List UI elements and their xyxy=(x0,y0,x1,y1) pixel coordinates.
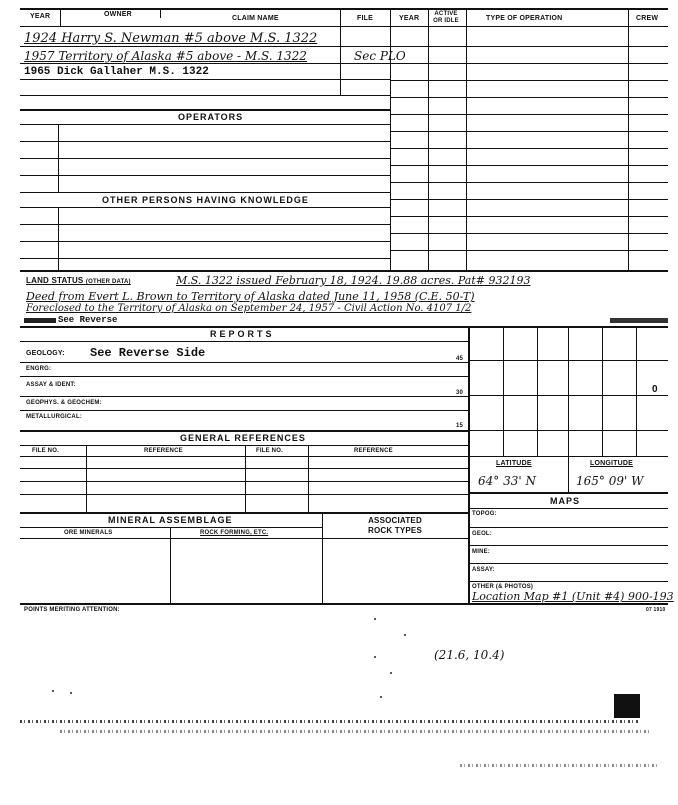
owner-row-2: 1957 Territory of Alaska #5 above - M.S. 1322 xyxy=(24,49,307,63)
other-persons-heading: OTHER PERSONS HAVING KNOWLEDGE xyxy=(102,195,309,205)
header-owner: OWNER xyxy=(104,11,132,18)
file-reference: Sec PLO xyxy=(354,49,406,63)
ore-minerals-label: ORE MINERALS xyxy=(64,530,113,536)
land-status-line-2: Deed from Evert L. Brown to Territory of Alaska dated June 11, 1958 (C.E. 50-T) xyxy=(26,290,475,303)
reports-metallurgical-label: METALLURGICAL: xyxy=(26,414,83,420)
maps-heading: MAPS xyxy=(550,496,581,506)
reports-num-45: 45 xyxy=(456,356,464,362)
redaction-bar xyxy=(24,318,56,323)
reports-heading: REPORTS xyxy=(210,329,275,339)
scan-block xyxy=(614,694,640,718)
reports-geology-value: See Reverse Side xyxy=(90,346,206,360)
header-or-idle: OR IDLE xyxy=(433,18,459,24)
ref-file-no-2: FILE NO. xyxy=(256,448,283,454)
latitude-label: LATITUDE xyxy=(496,460,532,467)
form-number: 07 1910 xyxy=(646,607,666,613)
ref-file-no-1: FILE NO. xyxy=(32,448,59,454)
maps-other-label: OTHER (& PHOTOS) xyxy=(472,584,534,590)
maps-assay-label: ASSAY: xyxy=(472,567,495,573)
land-status-line-1: M.S. 1322 issued February 18, 1924. 19.88 acres. Pat# 932193 xyxy=(176,274,531,287)
points-meriting-label: POINTS MERITING ATTENTION: xyxy=(24,607,120,613)
header-file: FILE xyxy=(357,15,373,22)
land-status-line-3: Foreclosed to the Territory of Alaska on September 24, 1957 - Civil Action No. 4107 1/2 xyxy=(26,303,472,314)
reports-engrg-label: ENGRG: xyxy=(26,366,52,372)
longitude-label: LONGITUDE xyxy=(590,460,634,467)
land-status-line-4: See Reverse xyxy=(58,315,118,325)
reports-num-15: 15 xyxy=(456,423,464,429)
header-crew: CREW xyxy=(636,15,659,22)
longitude-value: 165° 09' W xyxy=(576,474,644,488)
reports-geophys-label: GEOPHYS. & GEOCHEM: xyxy=(26,400,102,406)
owner-row-1: 1924 Harry S. Newman #5 above M.S. 1322 xyxy=(24,31,318,46)
land-status-title: LAND STATUS xyxy=(26,276,84,285)
maps-topog-label: TOPOG: xyxy=(472,511,497,517)
header-type-of-operation: TYPE OF OPERATION xyxy=(486,15,563,22)
reports-num-30: 30 xyxy=(456,390,464,396)
rock-forming-label: ROCK FORMING, ETC. xyxy=(200,530,269,536)
associated-heading: ASSOCIATED xyxy=(368,516,422,525)
reports-geology-label: GEOLOGY: xyxy=(26,350,65,357)
grid-reference: (21.6, 10.4) xyxy=(434,648,505,662)
redaction-bar-right xyxy=(610,318,668,323)
reports-assay-label: ASSAY & IDENT: xyxy=(26,382,76,388)
maps-mine-label: MINE: xyxy=(472,549,490,555)
owner-row-3: 1965 Dick Gallaher M.S. 1322 xyxy=(24,66,209,78)
land-status-label xyxy=(26,276,131,285)
general-references-heading: GENERAL REFERENCES xyxy=(180,433,306,443)
grid-mark: 0 xyxy=(652,384,658,395)
ref-reference-2: REFERENCE xyxy=(354,448,393,454)
operators-heading: OPERATORS xyxy=(178,112,244,122)
rock-types-heading: ROCK TYPES xyxy=(367,526,422,535)
land-status-sub: (OTHER DATA) xyxy=(85,279,131,285)
header-claim-name: CLAIM NAME xyxy=(232,15,279,22)
maps-location-map: Location Map #1 (Unit #4) 900-193 xyxy=(472,590,674,603)
mineral-assemblage-heading: MINERAL ASSEMBLAGE xyxy=(108,515,233,525)
latitude-value: 64° 33' N xyxy=(478,474,536,488)
header-year: YEAR xyxy=(30,13,51,20)
ref-reference-1: REFERENCE xyxy=(144,448,183,454)
maps-geol-label: GEOL: xyxy=(472,531,492,537)
header-active: ACTIVE xyxy=(434,11,458,17)
header-year-2: YEAR xyxy=(399,15,420,22)
